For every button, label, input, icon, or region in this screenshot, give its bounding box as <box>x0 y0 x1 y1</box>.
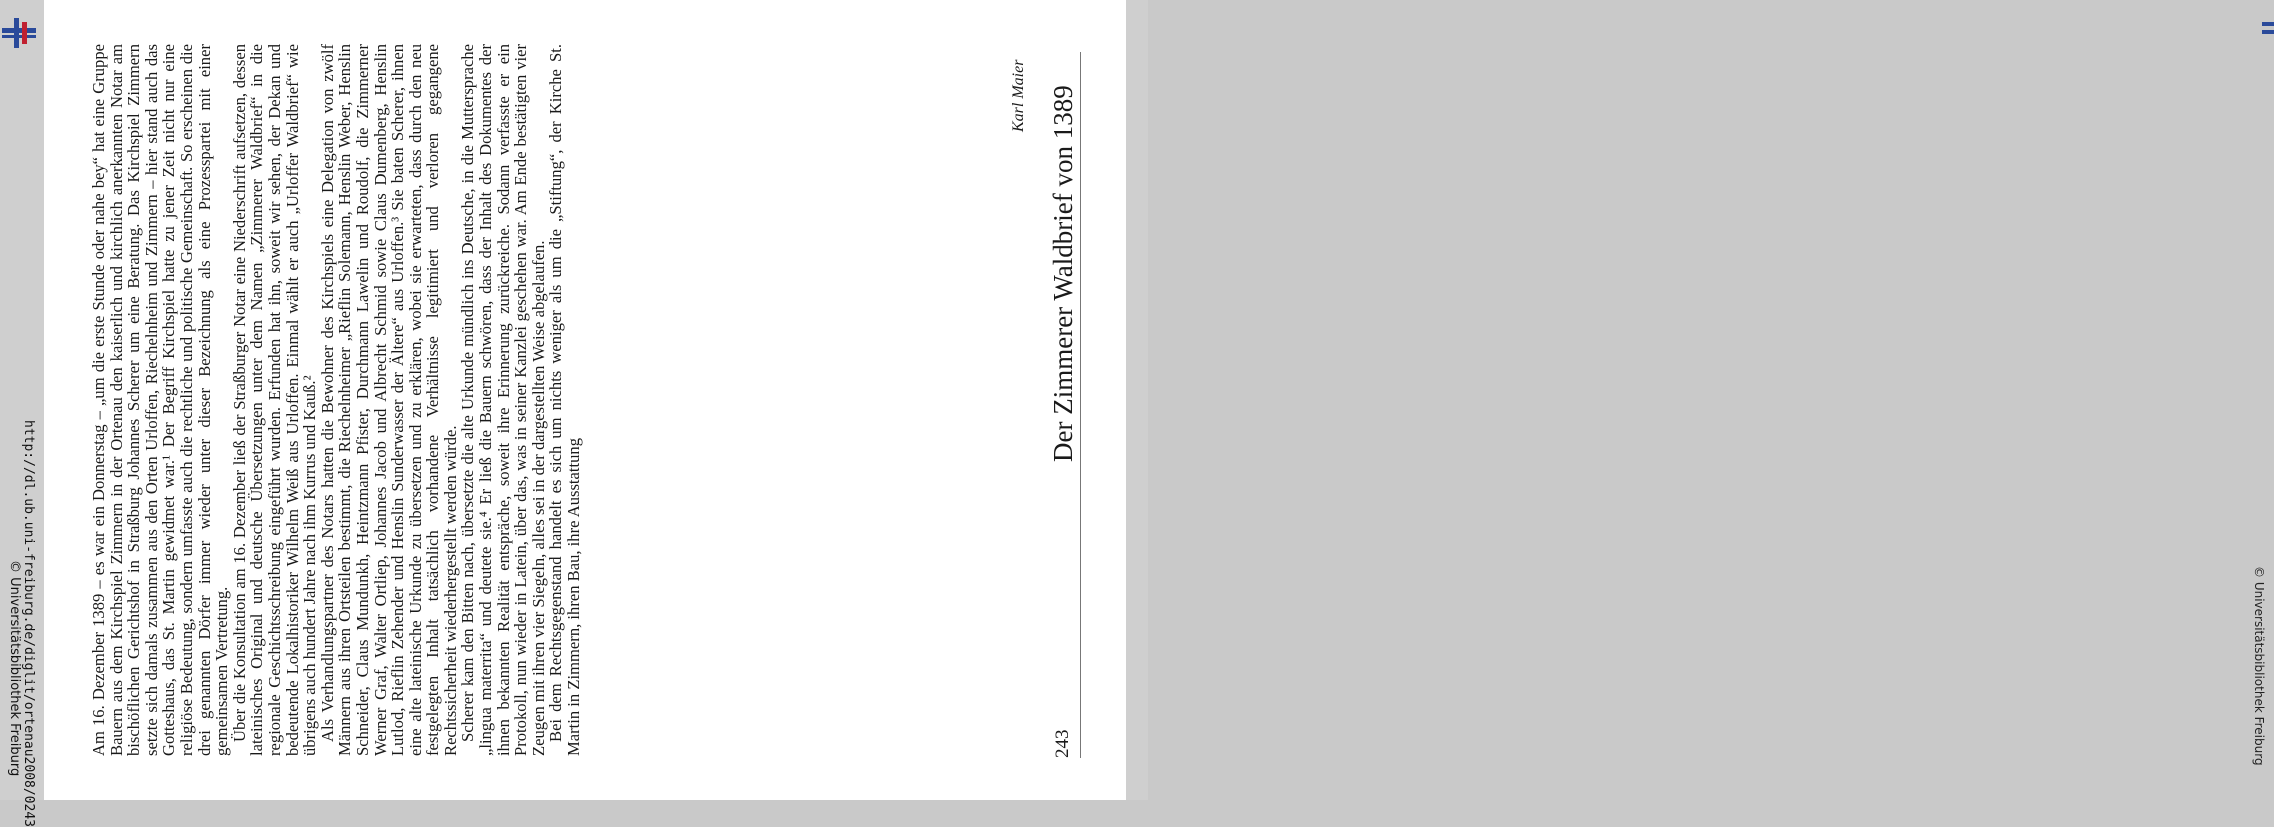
paragraph: Bei dem Rechtsgegenstand handelt es sich um nichts weniger als um die „Stiftung“, der Kirche St. Martin in Zimmern, ihren Bau, ihre Ausstattung <box>546 44 584 756</box>
paragraph: Scherer kam den Bitten nach, übersetzte die alte Urkunde mündlich ins Deutsche, in die Muttersprache „lingua materrita“ und deutete sie.⁴ Er ließ die Bauern schwören, dass der Inhalt des Dokumentes der ihnen bekannten Realität entspräche, soweit ihre Erinnerung zurückreiche. Sodann verfasste er ein Protokoll, nun wieder in Latein, über das, was in seiner Kanzlei geschehen war. Am Ende bestätigten vier Zeugen mit ihren vier Siegeln, alles sei in der dargestellten Weise abgelaufen. <box>458 44 548 756</box>
article-title: Der Zimmerer Waldbrief von 1389 <box>1048 85 1078 462</box>
library-logo-icon <box>2260 18 2274 40</box>
page-number: 243 <box>1052 729 1073 758</box>
paragraph: Als Verhandlungspartner des Notars hatten die Bewohner des Kirchspiels eine Delegation von zwölf Männern aus ihren Ortsteilen bestimmt, die Riechelnheimer „Rieflin Solemann, Henslin Weber, Henslin Schneider, Claus Mundunkh, Heintzmann Pfister, Durchmann Lawelin und Roudolf, die Zimmerner Werner Graf, Walter Ortliep, Johannes Jacob und Albrecht Schmid sowie Claus Dumenberg, Henslin Lutlod, Rieflin Zehender und Henslin Sunderwasser der Ältere“ aus Urloffen.³ Sie baten Scherer, ihnen eine alte lateinische Urkunde zu übersetzen und zu erklären, wobei sie erwarteten, dass durch den neu festgelegten Inhalt tatsächlich vorhandene Verhältnisse legitimiert und verloren gegangene Rechtssicherheit wiederhergestellt werden würde. <box>317 44 460 756</box>
paragraph: Am 16. Dezember 1389 – es war ein Donnerstag – „um die erste Stunde oder nahe bey“ hat eine Gruppe Bauern aus dem Kirchspiel Zimmern in der Ortenau den kaiserlich und kirchlich anerkannten Notar am bischöflichen Gerichtshof in Straßburg Johannes Scherer um eine Beratung. Das Kirchspiel Zimmern setzte sich damals zusammen aus den Orten Urloffen, Riechelnheim und Zimmern – hier stand auch das Gotteshaus, das St. Martin gewidmet war.¹ Der Begriff Kirchspiel hatte zu jener Zeit nicht nur eine religiöse Bedeutung, sondern umfasste auch die rechtliche und politische Gemeinschaft. So erscheinen die drei genannten Dörfer immer wieder unter dieser Bezeichnung als eine Prozesspartei mit einer gemeinsamen Vertretung. <box>89 44 232 756</box>
paragraph: Über die Konsultation am 16. Dezember ließ der Straßburger Notar eine Niederschrift aufsetzen, dessen lateinisches Original und deutsche Übersetzungen unter dem Namen „Zimmerer Waldbrief“ in die regionale Geschichtsschreibung eingeführt wurden. Erfunden hat ihn, soweit wir sehen, der Dekan und bedeutende Lokalhistoriker Wilhelm Weiß aus Urloffen. Einmal wählt er auch „Urloffer Waldbrief“ wie übrigens auch hundert Jahre nach ihm Kurrus und Kauß.² <box>229 44 320 756</box>
header-rule <box>1080 52 1081 758</box>
document-url[interactable]: http://dl.ub.uni-freiburg.de/diglit/ortenau2008/0243 <box>21 420 36 827</box>
article-body <box>90 44 583 756</box>
viewer-right-strip <box>1126 0 2266 800</box>
document-page <box>44 0 1126 800</box>
viewer-left-strip <box>0 0 44 827</box>
copyright-notice: © Universitätsbibliothek Freiburg <box>7 560 22 777</box>
library-logo-icon <box>2 18 42 48</box>
article-author: Karl Maier <box>1010 59 1027 132</box>
right-copyright-notice: © Universitätsbibliothek Freiburg <box>2252 566 2266 766</box>
rotated-page-content <box>44 0 1126 800</box>
